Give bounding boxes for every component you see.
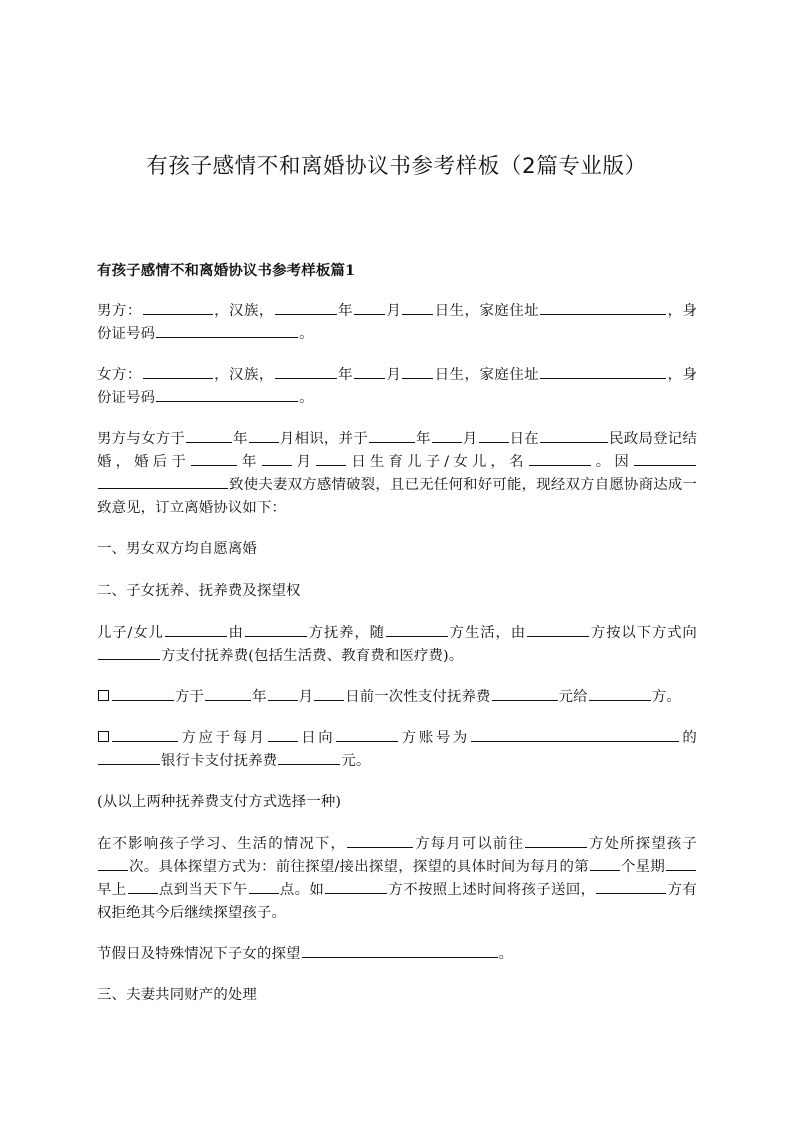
child-name-blank (529, 451, 591, 466)
year-blank (275, 300, 337, 315)
party-blank (347, 833, 413, 848)
text: 方应于每月 (179, 730, 267, 746)
clause-1: 一、男女双方均自愿离婚 (97, 541, 257, 557)
text: 年 (415, 431, 431, 447)
text: 方处所探望孩子 (588, 836, 697, 852)
text: 的 (679, 730, 697, 746)
text: 年 (337, 367, 354, 383)
holiday-arrangement-blank (302, 943, 498, 958)
text: ，汉族， (213, 303, 274, 319)
text: 在不影响孩子学习、生活的情况下， (97, 836, 347, 852)
text: 儿子/女儿 (97, 625, 164, 641)
count-blank (98, 856, 128, 871)
bank-blank (98, 750, 160, 765)
text: 女方： (97, 367, 142, 383)
day-blank (314, 686, 344, 701)
checkbox-icon[interactable] (98, 731, 109, 742)
day-blank (479, 428, 509, 443)
payment-note: (从以上两种抚养费支付方式选择一种) (97, 794, 342, 810)
text: 元。 (341, 753, 371, 769)
text: 方每月可以前往 (414, 836, 525, 852)
text: 节假日及特殊情况下子女的探望 (97, 946, 301, 962)
text: 方按以下方式向 (590, 625, 697, 641)
visitation-paragraph (97, 833, 697, 925)
amount-blank (492, 686, 558, 701)
text: 。 (299, 390, 314, 406)
name-blank (143, 364, 213, 379)
payment-option-1 (97, 686, 697, 709)
party-blank (527, 622, 589, 637)
day-blank (402, 364, 433, 379)
text: 方抚养，随 (307, 625, 385, 641)
text: 。 (299, 326, 314, 342)
text: 男方： (97, 303, 142, 319)
party-blank (112, 686, 174, 701)
clause-3: 三、夫妻共同财产的处理 (97, 987, 257, 1003)
text: 月 (462, 431, 478, 447)
custody-paragraph (97, 622, 697, 668)
account-number-blank (471, 727, 679, 742)
marriage-history-paragraph (97, 428, 697, 520)
checkbox-icon[interactable] (98, 690, 109, 701)
text: 银行卡支付抚养费 (161, 753, 278, 769)
amount-blank (278, 750, 340, 765)
party-blank (386, 622, 448, 637)
party-blank (112, 727, 178, 742)
text: 男方与女方于 (97, 431, 185, 447)
text: 日前一次性支付抚养费 (345, 689, 491, 705)
text: 月 (298, 689, 314, 705)
text: 方不按照上述时间将孩子送回， (388, 882, 596, 898)
party-blank (245, 622, 307, 637)
weekday-blank (666, 856, 696, 871)
text: 致使夫妻双方感情破裂，且已无任何和好可能，现经双方自愿协商达成一致意见，订立离婚协议如下： (97, 477, 697, 516)
document-body (97, 300, 697, 1026)
year-blank (191, 451, 237, 466)
party-blank (525, 833, 587, 848)
month-blank (432, 428, 462, 443)
payment-option-2 (97, 727, 697, 773)
text: 月 (292, 454, 316, 470)
text: 日生，家庭住址 (434, 367, 540, 383)
month-blank (354, 364, 385, 379)
text: 日向 (298, 730, 336, 746)
text: 。 (498, 946, 514, 962)
holiday-visitation-paragraph (97, 943, 697, 966)
id-number-blank (156, 387, 298, 402)
text: ，身份证号码 (97, 367, 697, 406)
bureau-blank (540, 428, 608, 443)
child-name-blank (165, 622, 227, 637)
year-blank (205, 686, 251, 701)
text: 月相识，并于 (279, 431, 368, 447)
text: 日在 (509, 431, 539, 447)
text: 方有权拒绝其今后继续探望孩子。 (97, 882, 697, 921)
month-blank (262, 451, 292, 466)
female-party-paragraph (97, 364, 697, 410)
party-blank (98, 645, 160, 660)
party-blank (325, 879, 387, 894)
text: ，汉族， (213, 367, 274, 383)
hour-blank (249, 879, 279, 894)
reason-blank-a (634, 451, 696, 466)
text: 月 (386, 367, 402, 383)
text: 方于 (175, 689, 205, 705)
text: 元给 (558, 689, 588, 705)
text: 年 (237, 454, 261, 470)
month-blank (268, 686, 298, 701)
text: 年 (337, 303, 354, 319)
hour-blank (128, 879, 158, 894)
party-blank (336, 727, 398, 742)
day-blank (268, 727, 298, 742)
year-blank (275, 364, 337, 379)
clause-2: 二、子女抚养、抚养费及探望权 (97, 583, 301, 599)
year-blank (186, 428, 232, 443)
day-blank (316, 451, 346, 466)
text: 早上 (97, 882, 127, 898)
party-blank (596, 879, 666, 894)
text: 年 (233, 431, 248, 447)
text: 方生活，由 (448, 625, 527, 641)
text: 方支付抚养费(包括生活费、教育费和医疗费)。 (161, 648, 464, 664)
address-blank (540, 300, 666, 315)
text: 月 (386, 303, 402, 319)
male-party-paragraph (97, 300, 697, 346)
text: 点到当天下午 (158, 882, 248, 898)
week-blank (590, 856, 620, 871)
name-blank (143, 300, 213, 315)
text: 由 (227, 625, 244, 641)
section-heading: 有孩子感情不和离婚协议书参考样板篇1 (97, 262, 356, 279)
document-title: 有孩子感情不和离婚协议书参考样板（2篇专业版） (146, 154, 647, 180)
text: 日生，家庭住址 (434, 303, 540, 319)
address-blank (540, 364, 666, 379)
month-blank (249, 428, 279, 443)
text: 点。如 (279, 882, 325, 898)
reason-blank-b (98, 474, 228, 489)
id-number-blank (156, 323, 298, 338)
text: 年 (252, 689, 267, 705)
text: 方账号为 (399, 730, 470, 746)
party-blank (589, 686, 651, 701)
text: 个星期 (620, 859, 665, 875)
text: 方。 (651, 689, 681, 705)
month-blank (354, 300, 385, 315)
text: 日生育儿子/女儿，名 (347, 454, 528, 470)
text: 民政局登记结婚，婚后于 (97, 431, 697, 470)
year-blank (369, 428, 415, 443)
text: ，身份证号码 (97, 303, 697, 342)
text: 次。具体探望方式为：前往探望/接出探望，探望的具体时间为每月的第 (129, 859, 589, 875)
day-blank (402, 300, 433, 315)
text: 。因 (591, 454, 633, 470)
